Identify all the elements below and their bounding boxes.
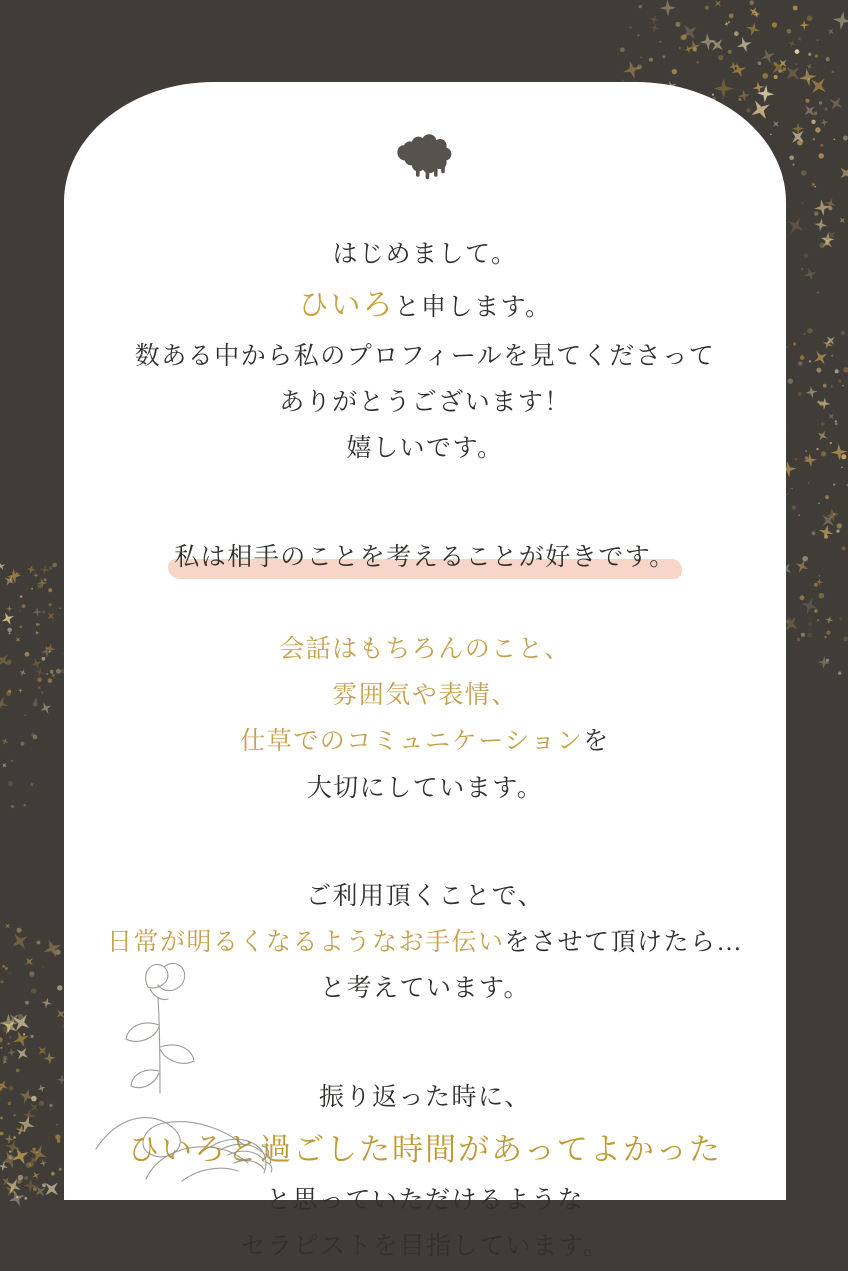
sheep-icon	[392, 130, 458, 184]
closing-line-3: と思っていただけるような	[265, 1187, 584, 1215]
wish-line-2-rest: をさせて頂けたら…	[504, 929, 744, 956]
intro-line-1: はじめまして。	[332, 241, 518, 268]
therapist-name: ひいろ	[298, 289, 395, 323]
intro-block	[64, 232, 786, 473]
spacer-3	[64, 812, 786, 874]
spacer-1	[64, 473, 786, 535]
wish-line-1: ご利用頂くことで、	[305, 882, 544, 910]
values-line-4: 大切にしています。	[306, 774, 544, 802]
closing-line-4: セラピストを目指しています。	[240, 1233, 610, 1261]
closing-line-1: 振り返った時に、	[318, 1083, 531, 1111]
values-line-3-gold: 仕草でのコミュニケーション	[240, 728, 584, 756]
values-highlight-line	[64, 535, 786, 581]
values-line-3	[64, 719, 786, 765]
values-line-3-suffix: を	[583, 728, 610, 756]
profile-card	[64, 82, 786, 1261]
spacer-2	[64, 581, 786, 627]
intro-line-4: ありがとうございます！	[279, 389, 571, 416]
intro-line-2-rest: と申します。	[394, 294, 552, 322]
closing-line-2: ひいろと過ごした時間があってよかった	[128, 1131, 722, 1167]
values-line-2: 雰囲気や表情、	[332, 682, 518, 709]
wish-line-2-gold: 日常が明るくなるようなお手伝い	[106, 929, 505, 956]
values-line-1: 会話はもちろんのこと、	[279, 635, 571, 663]
values-highlight-text: 私は相手のことを考えることが好きです。	[174, 543, 676, 571]
values-block	[64, 535, 786, 812]
intro-line-3: 数ある中から私のプロフィールを見てくださって	[134, 342, 716, 370]
intro-line-5: 嬉しいです。	[346, 435, 504, 463]
wish-line-3: と考えています。	[319, 975, 530, 1003]
plant-in-hand-line-art	[86, 941, 301, 1186]
intro-line-2	[64, 278, 786, 334]
